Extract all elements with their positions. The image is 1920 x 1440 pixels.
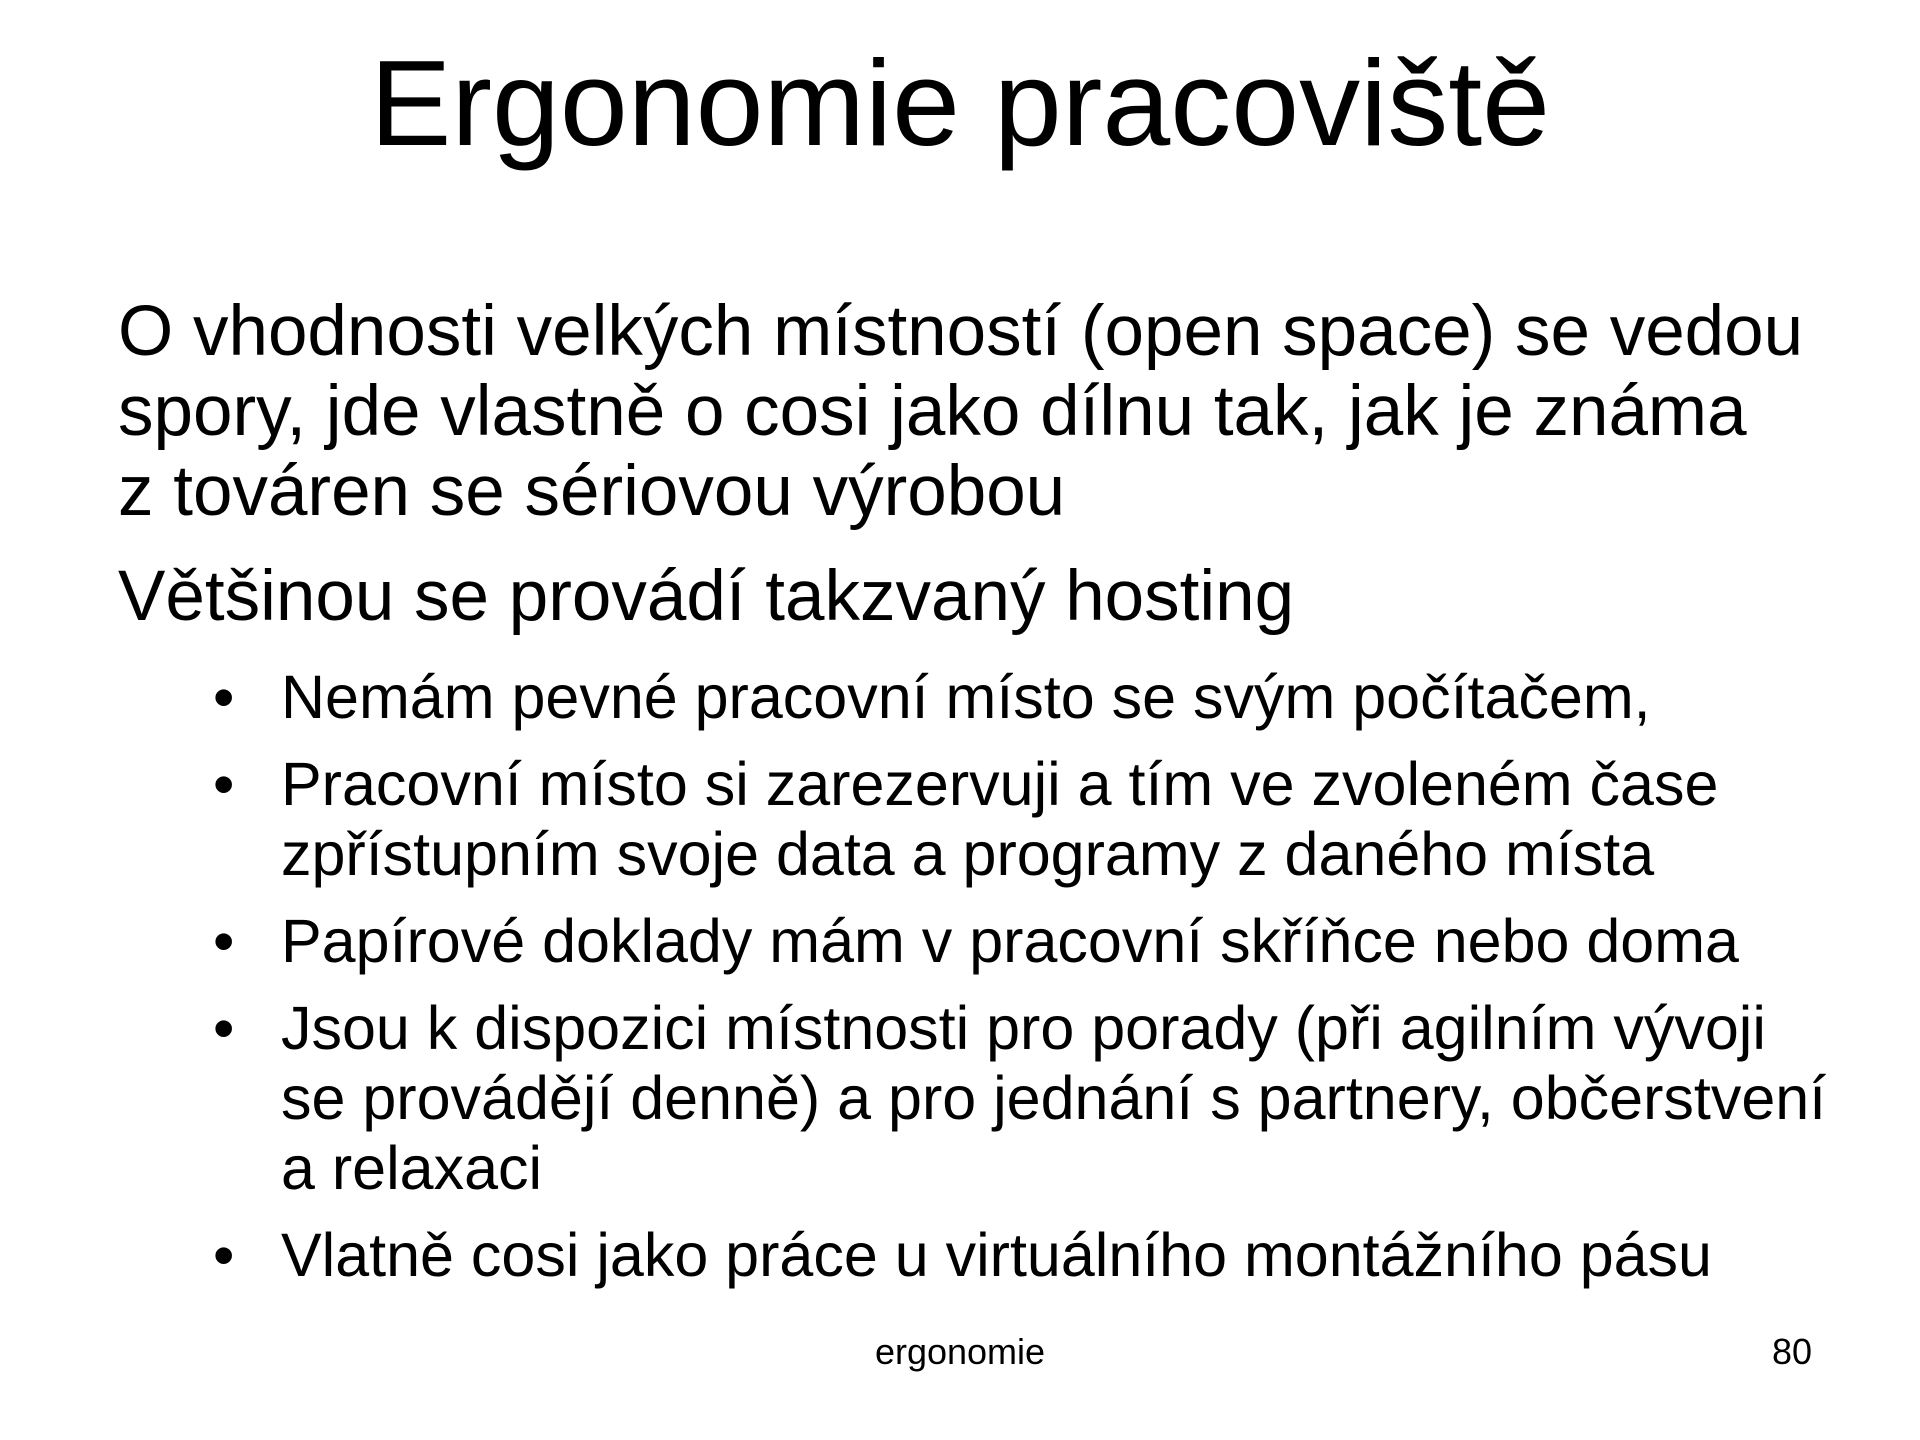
- paragraph-line: spory, jde vlastně o cosi jako dílnu tak, jak je známa: [118, 372, 1747, 451]
- slide-body: [118, 292, 1908, 1307]
- bullet-item: [213, 662, 1908, 732]
- paragraph-hosting: [118, 557, 1908, 637]
- bullet-item: [213, 906, 1908, 976]
- bullet-line: a relaxaci: [281, 1134, 543, 1202]
- bullet-line: Papírové doklady mám v pracovní skříňce nebo doma: [281, 907, 1739, 975]
- page-number: 80: [1771, 1331, 1812, 1372]
- slide-title: Ergonomie pracoviště: [370, 35, 1550, 171]
- bullet-list: [118, 662, 1908, 1290]
- bullet-line: Nemám pevné pracovní místo se svým počítačem,: [281, 663, 1651, 731]
- bullet-item: [213, 993, 1908, 1203]
- bullet-symbol: •: [213, 750, 235, 818]
- bullet-line: se provádějí denně) a pro jednání s partnery, občerstvení: [281, 1064, 1827, 1132]
- bullet-symbol: •: [213, 1221, 235, 1289]
- bullet-line: Vlatně cosi jako práce u virtuálního montážního pásu: [281, 1221, 1712, 1289]
- bullet-item: [213, 749, 1908, 889]
- paragraph-open-space: [118, 292, 1908, 532]
- slide-footer: ergonomie: [874, 1331, 1046, 1372]
- bullet-symbol: •: [213, 994, 235, 1062]
- paragraph-line: O vhodnosti velkých místností (open space) se vedou: [118, 292, 1804, 371]
- bullet-line: Jsou k dispozici místnosti pro porady (při agilním vývoji: [281, 994, 1766, 1062]
- bullet-symbol: •: [213, 663, 235, 731]
- paragraph-line: Většinou se provádí takzvaný hosting: [118, 557, 1295, 636]
- bullet-item: [213, 1220, 1908, 1290]
- bullet-line: zpřístupním svoje data a programy z daného místa: [281, 820, 1655, 888]
- bullet-symbol: •: [213, 907, 235, 975]
- bullet-line: Pracovní místo si zarezervuji a tím ve zvoleném čase: [281, 750, 1719, 818]
- paragraph-line: z továren se sériovou výrobou: [118, 452, 1066, 531]
